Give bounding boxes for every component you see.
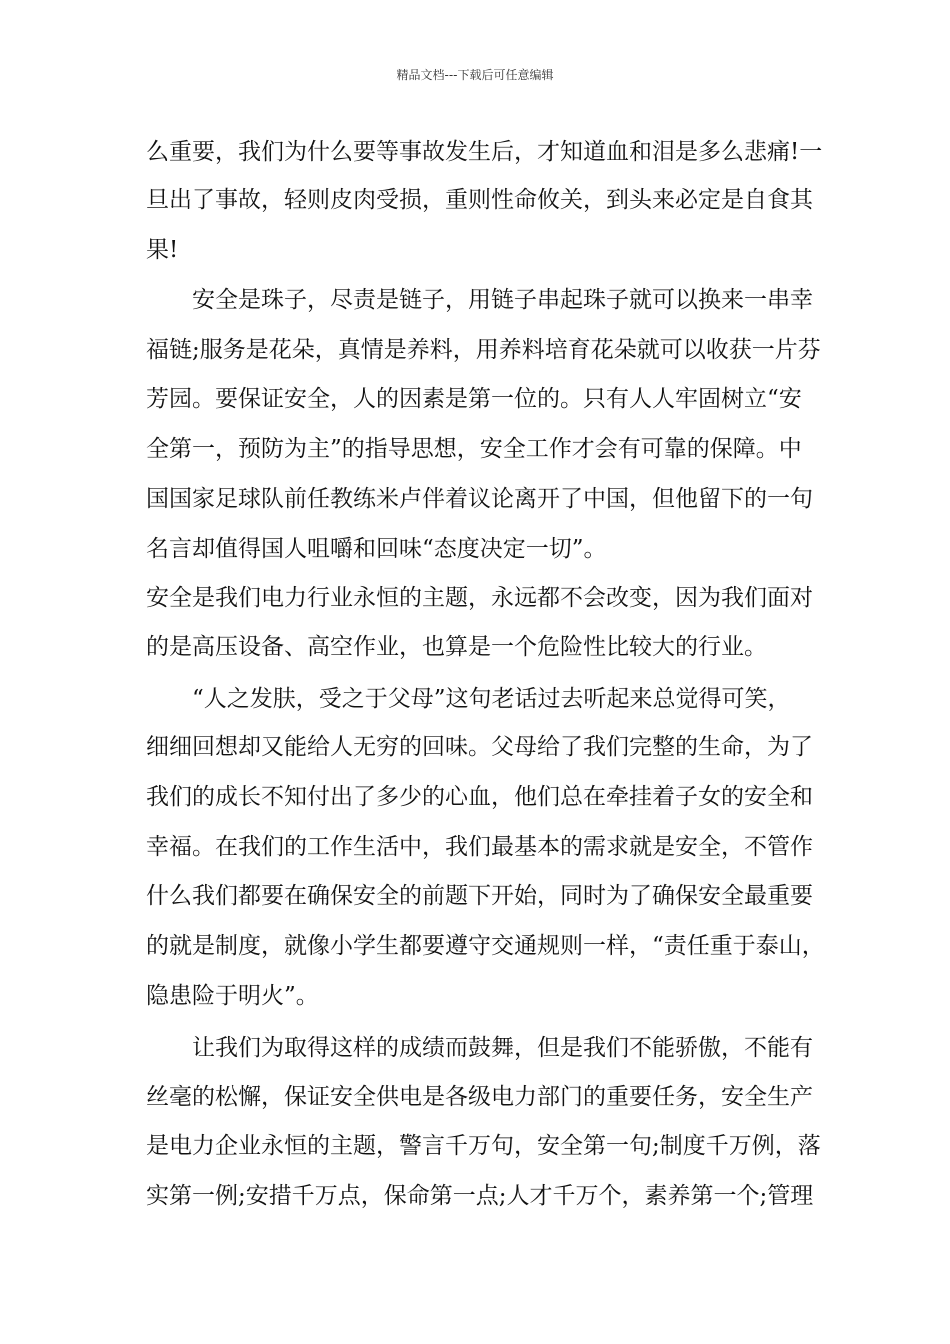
text-line: 国国家足球队前任教练米卢伴着议论离开了中国，但他留下的一句 xyxy=(146,486,813,512)
text-line: 福链;服务是花朵，真情是养料，用养料培育花朵就可以收获一片芬 xyxy=(146,337,821,363)
text-line: 细细回想却又能给人无穷的回味。父母给了我们完整的生命，为了 xyxy=(146,734,813,760)
text-line: 的是高压设备、高空作业，也算是一个危险性比较大的行业。 xyxy=(146,634,767,660)
text-line: 的就是制度，就像小学生都要遵守交通规则一样，“责任重于泰山， xyxy=(146,933,825,959)
page-header: 精品文档---下载后可任意编辑 xyxy=(396,68,554,82)
text-line: 芳园。要保证安全，人的因素是第一位的。只有人人牢固树立“安 xyxy=(146,386,802,412)
text-line: 果! xyxy=(146,237,179,263)
text-line: 幸福。在我们的工作生活中，我们最基本的需求就是安全，不管作 xyxy=(146,834,813,860)
text-line: 安全是我们电力行业永恒的主题，永远都不会改变，因为我们面对 xyxy=(146,585,813,611)
text-line: “人之发肤，受之于父母”这句老话过去听起来总觉得可笑， xyxy=(146,686,791,712)
text-line: 实第一例;安措千万点，保命第一点;人才千万个，素养第一个;管理 xyxy=(146,1183,814,1209)
text-line: 隐患险于明火”。 xyxy=(146,983,319,1009)
text-line: 全第一，预防为主”的指导思想，安全工作才会有可靠的保障。中 xyxy=(146,436,802,462)
text-line: 什么我们都要在确保安全的前题下开始，同时为了确保安全最重要 xyxy=(146,883,813,909)
text-line: 安全是珠子，尽责是链子，用链子串起珠子就可以换来一串幸 xyxy=(146,287,813,313)
text-line: 丝毫的松懈，保证安全供电是各级电力部门的重要任务，安全生产 xyxy=(146,1084,813,1110)
text-line: 让我们为取得这样的成绩而鼓舞，但是我们不能骄傲，不能有 xyxy=(146,1035,813,1061)
text-line: 旦出了事故，轻则皮肉受损，重则性命攸关，到头来必定是自食其 xyxy=(146,187,813,213)
text-line: 名言却值得国人咀嚼和回味“态度决定一切”。 xyxy=(146,536,607,562)
text-line: 我们的成长不知付出了多少的心血，他们总在牵挂着子女的安全和 xyxy=(146,784,813,810)
text-line: 么重要，我们为什么要等事故发生后，才知道血和泪是多么悲痛!一 xyxy=(146,139,823,165)
text-line: 是电力企业永恒的主题，警言千万句，安全第一句;制度千万例，落 xyxy=(146,1133,821,1159)
